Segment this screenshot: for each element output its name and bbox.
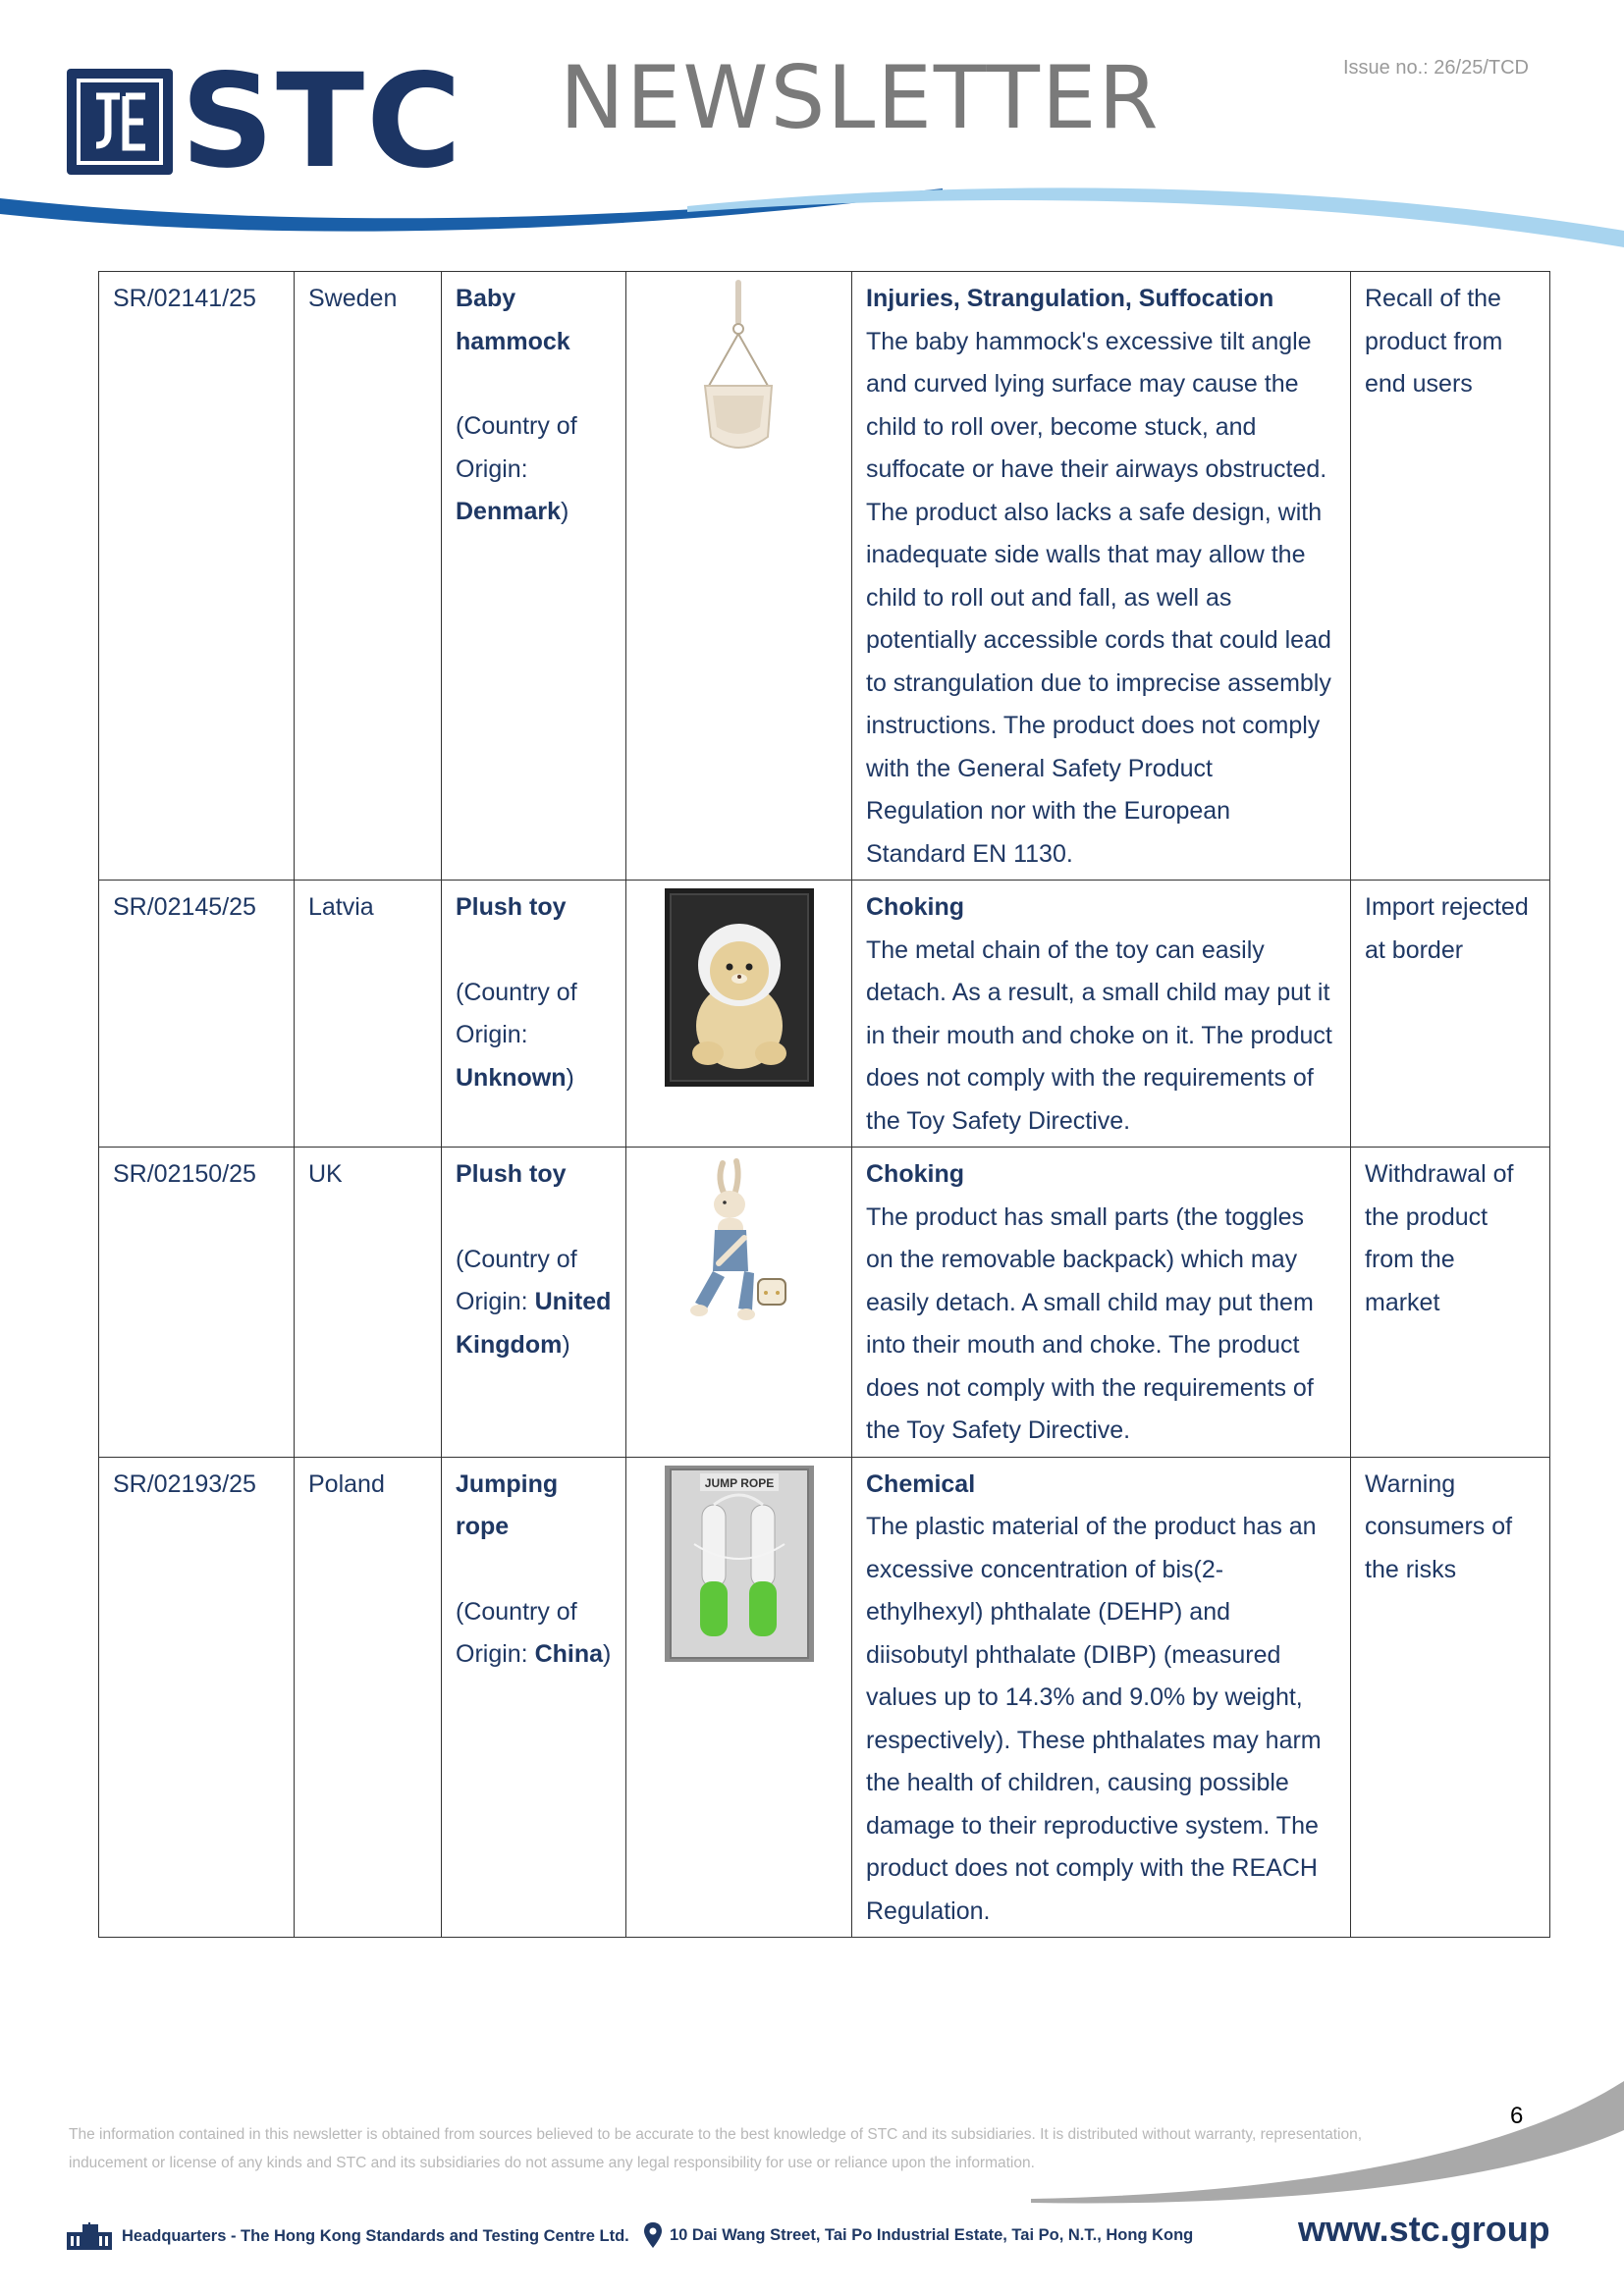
- baby-hammock-image: [695, 280, 784, 456]
- risk-cell: [852, 1457, 1351, 1938]
- jump-rope-image: [665, 1466, 814, 1662]
- product-image-cell: [626, 1457, 852, 1938]
- page-number: 6: [1510, 2103, 1524, 2129]
- headquarters: [65, 2222, 629, 2250]
- risk-description: The baby hammock's excessive tilt angle and curved lying surface may cause the child to roll over, become stuck, and suffocate or have their airways obstructed. The product also lacks a safe design, with inadequate side walls that may allow the child to roll out and fall, as well as potentially accessible cords that could lead to strangulation due to imprecise assembly instructions. The product does not comply with the General Safety Product Regulation nor with the European Standard EN 1130.: [866, 327, 1331, 868]
- stc-logo: [67, 46, 463, 197]
- product-cell: [442, 272, 626, 881]
- product-cell: [442, 881, 626, 1148]
- table-row: [99, 1457, 1550, 1938]
- ref-number: SR/02145/25: [99, 881, 295, 1148]
- risk-type: Choking: [866, 1160, 964, 1188]
- address: [644, 2222, 1193, 2248]
- risk-type: Injuries, Strangulation, Suffocation: [866, 285, 1274, 312]
- location-pin-icon: [644, 2222, 662, 2248]
- risk-type: Choking: [866, 893, 964, 921]
- measure-taken: Warning consumers of the risks: [1351, 1457, 1550, 1938]
- newsletter-title: NEWSLETTER: [560, 47, 1161, 148]
- table-row: [99, 881, 1550, 1148]
- risk-cell: [852, 1148, 1351, 1458]
- country-of-origin: (Country of Origin: China): [456, 1597, 612, 1668]
- product-name: Plush toy: [456, 893, 567, 921]
- table-row: [99, 272, 1550, 881]
- website-link[interactable]: www.stc.group: [1298, 2209, 1550, 2249]
- logo-text: STC: [181, 46, 463, 197]
- measure-taken: Import rejected at border: [1351, 881, 1550, 1148]
- ref-number: SR/02193/25: [99, 1457, 295, 1938]
- table-row: [99, 1148, 1550, 1458]
- product-name: Plush toy: [456, 1160, 567, 1188]
- product-cell: [442, 1148, 626, 1458]
- notifying-country: Sweden: [295, 272, 442, 881]
- measure-taken: Recall of the product from end users: [1351, 272, 1550, 881]
- risk-description: The plastic material of the product has an excessive concentration of bis(2-ethylhexyl) phthalate (DEHP) and diisobutyl phthalate (DIBP) (measured values up to 14.3% and 9.0% by weight, respectively). These phthalates may harm the health of children, causing possible damage to their reproductive system. The product does not comply with the REACH Regulation.: [866, 1513, 1322, 1925]
- page-header: [0, 0, 1624, 255]
- measure-taken: Withdrawal of the product from the market: [1351, 1148, 1550, 1458]
- issue-number: Issue no.: 26/25/TCD: [1343, 57, 1529, 79]
- address-text: 10 Dai Wang Street, Tai Po Industrial Estate, Tai Po, N.T., Hong Kong: [670, 2225, 1194, 2244]
- risk-description: The metal chain of the toy can easily detach. As a result, a small child may put it in their mouth and choke on it. The product does not comply with the requirements of the Toy Safety Directive.: [866, 935, 1332, 1135]
- recall-table: [98, 271, 1550, 1938]
- product-name: Baby hammock: [456, 285, 570, 355]
- product-image-cell: [626, 1148, 852, 1458]
- ref-number: SR/02150/25: [99, 1148, 295, 1458]
- ref-number: SR/02141/25: [99, 272, 295, 881]
- plush-rabbit-image: [685, 1155, 793, 1332]
- product-image-cell: [626, 881, 852, 1148]
- risk-cell: [852, 881, 1351, 1148]
- risk-type: Chemical: [866, 1469, 976, 1498]
- risk-description: The product has small parts (the toggles on the removable backpack) which may easily detach. A small child may put them into their mouth and choke. The product does not comply with the requirements of the Toy Safety Directive.: [866, 1202, 1314, 1444]
- notifying-country: UK: [295, 1148, 442, 1458]
- notifying-country: Poland: [295, 1457, 442, 1938]
- jump-rope-package-label: JUMP ROPE: [704, 1475, 774, 1490]
- country-of-origin: (Country of Origin: United Kingdom): [456, 1245, 612, 1359]
- country-of-origin: (Country of Origin: Unknown): [456, 978, 577, 1092]
- stc-logo-mark-icon: [67, 69, 173, 175]
- product-name: Jumping rope: [456, 1469, 559, 1540]
- product-cell: [442, 1457, 626, 1938]
- footer-bar: [65, 2209, 1557, 2254]
- plush-bear-image: [665, 888, 814, 1087]
- risk-cell: [852, 272, 1351, 881]
- header-swoosh: [0, 177, 1624, 255]
- disclaimer-text: The information contained in this newsletter is obtained from sources believed to be accurate to the best knowledge of STC and its subsidiaries. It is distributed without warranty, representation, inducement or license of any kinds and STC and its subsidiaries do not assume any legal responsibility for use or reliance upon the information.: [69, 2126, 1363, 2171]
- product-image-cell: [626, 272, 852, 881]
- notifying-country: Latvia: [295, 881, 442, 1148]
- country-of-origin: (Country of Origin: Denmark): [456, 412, 577, 525]
- building-icon: [65, 2222, 114, 2250]
- headquarters-text: Headquarters - The Hong Kong Standards and Testing Centre Ltd.: [122, 2226, 629, 2245]
